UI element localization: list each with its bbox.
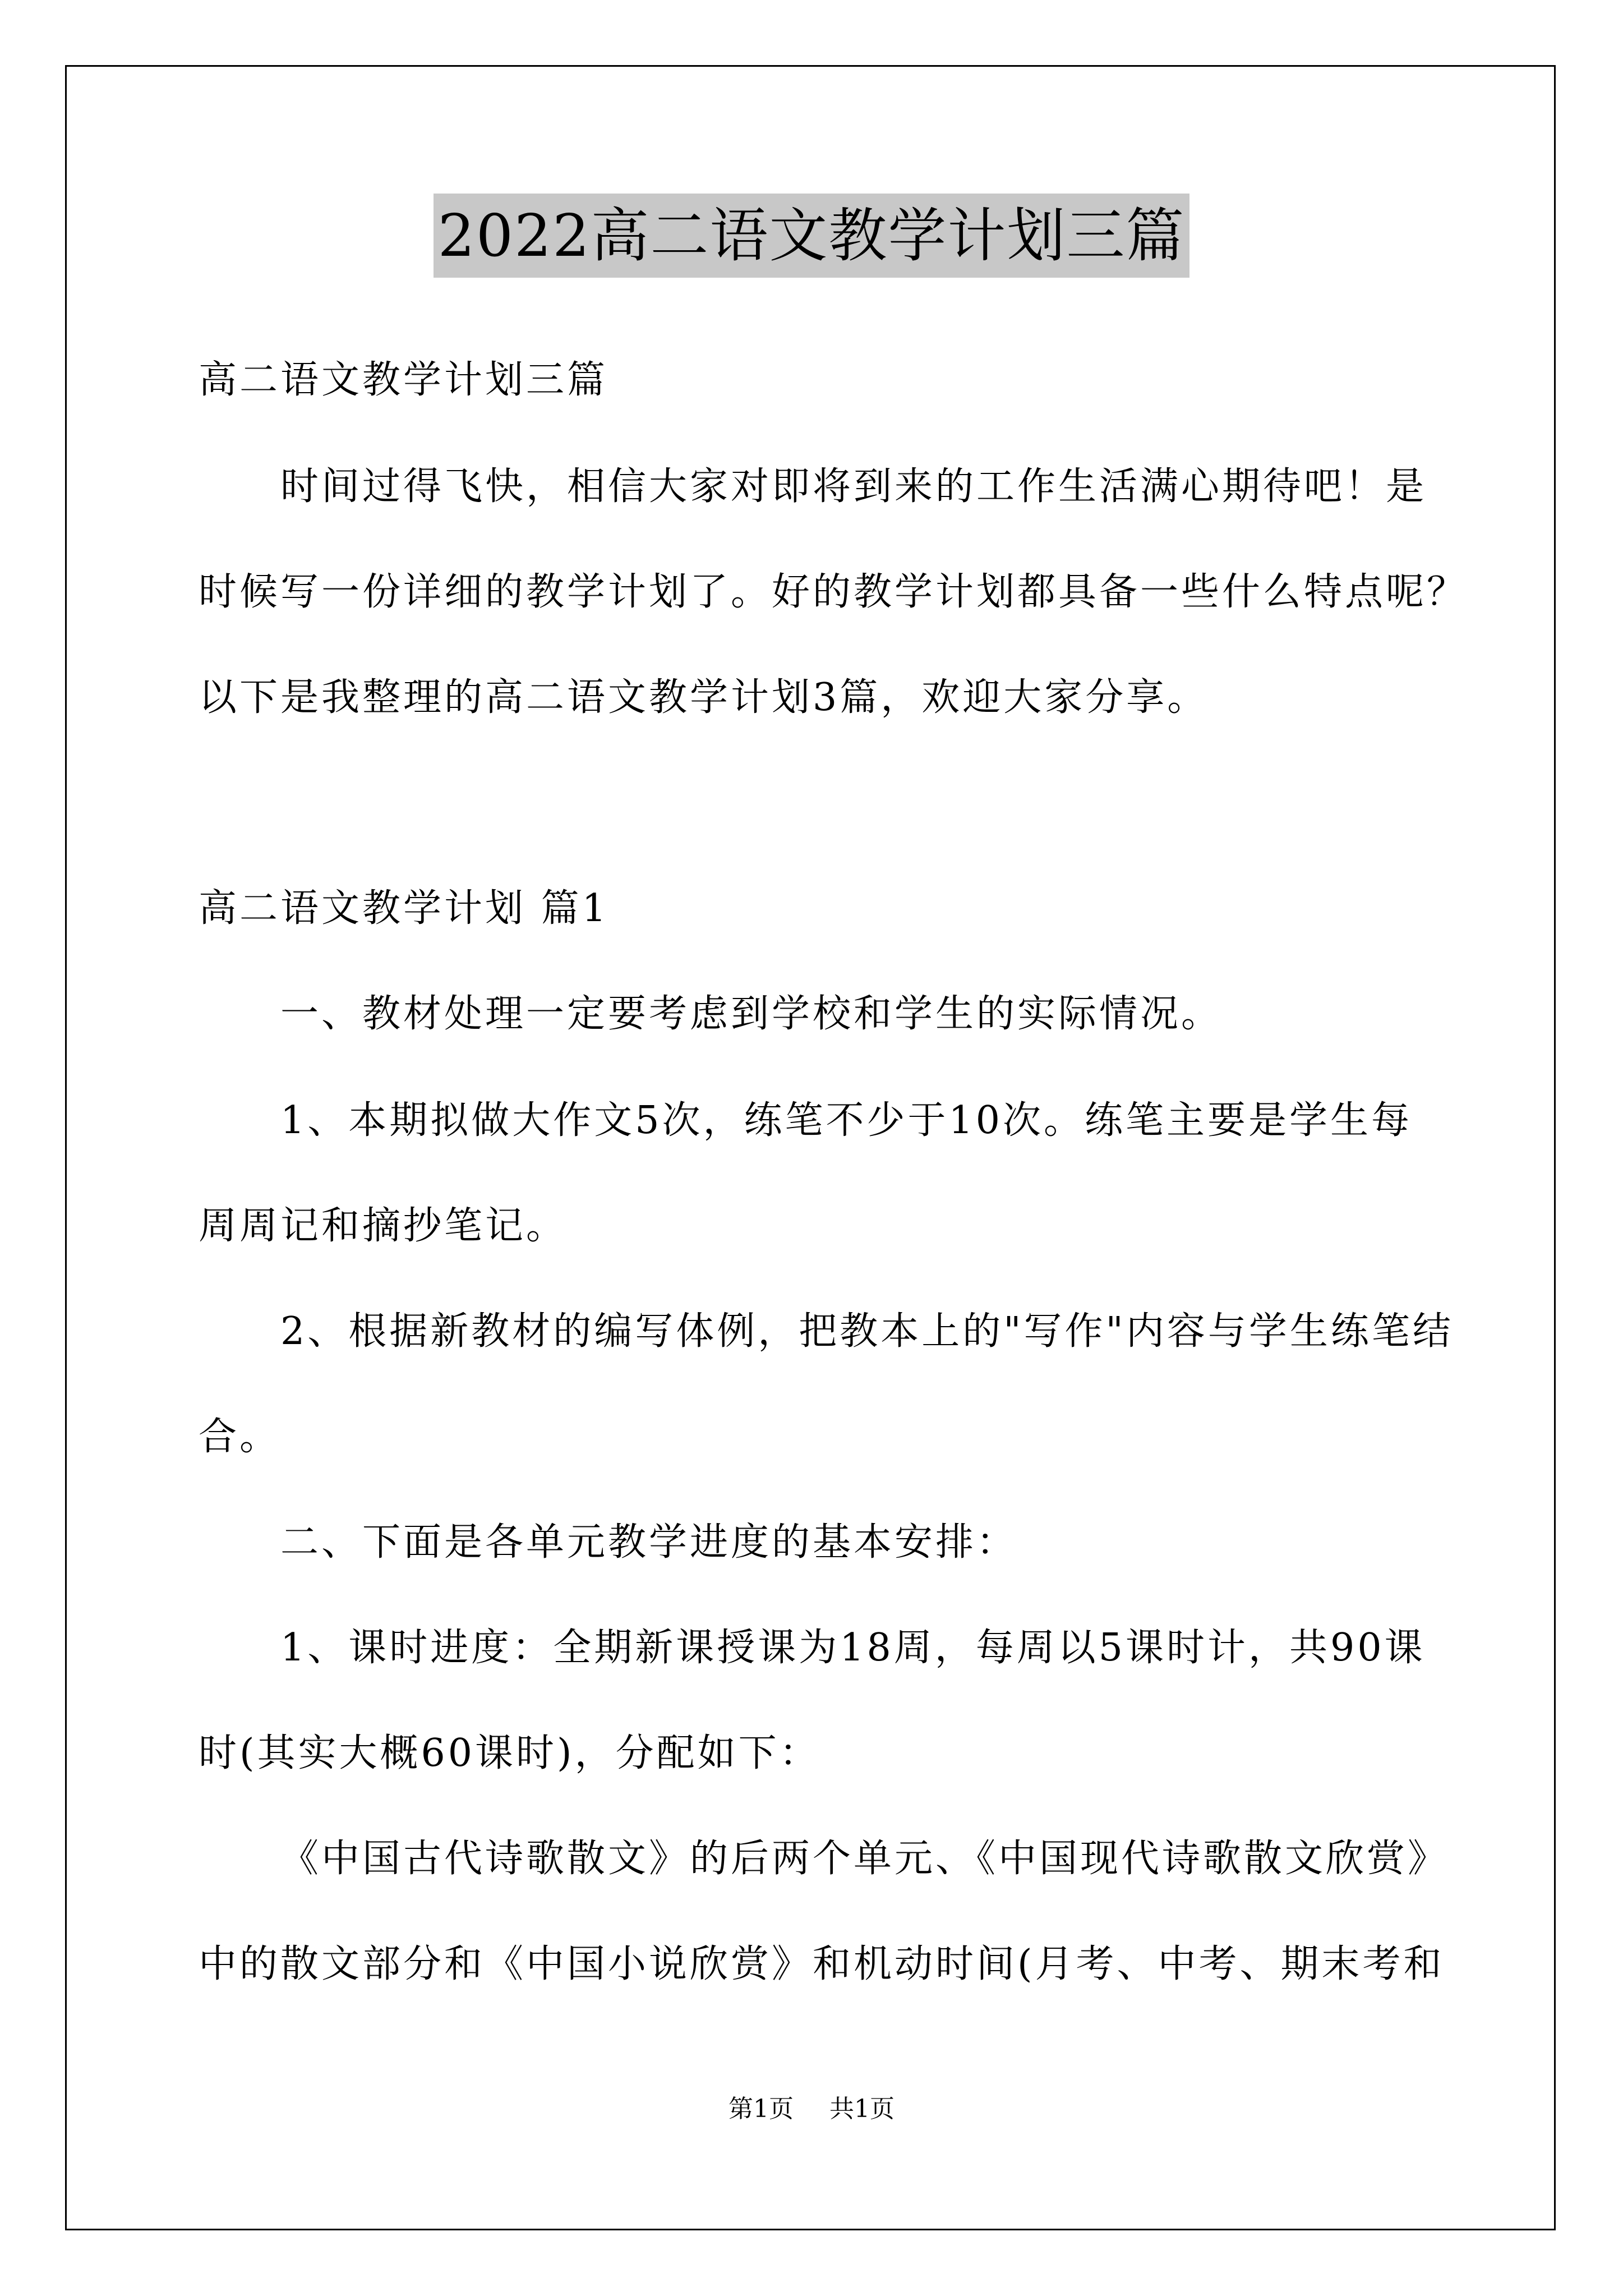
body-line: 一、教材处理一定要考虑到学校和学生的实际情况。 [280, 992, 1223, 1036]
body-line: 周周记和摘抄笔记。 [199, 1204, 568, 1248]
body-line: 时候写一份详细的教学计划了。好的教学计划都具备一些什么特点呢？ [199, 570, 1468, 614]
body-line: 二、下面是各单元教学进度的基本安排： [280, 1520, 1018, 1565]
section-heading: 高二语文教学计划三篇 [199, 358, 608, 402]
body-line: 1、本期拟做大作文5次，练笔不少于10次。练笔主要是学生每 [280, 1098, 1413, 1143]
body-line: 以下是我整理的高二语文教学计划3篇，欢迎大家分享。 [199, 675, 1209, 720]
body-line: 《中国古代诗歌散文》的后两个单元、《中国现代诗歌散文欣赏》 [280, 1837, 1449, 1881]
page-number: 第1页 [728, 2095, 794, 2123]
section-heading: 高二语文教学计划 篇1 [199, 886, 609, 931]
body-line: 合。 [199, 1415, 281, 1459]
page-total: 共1页 [829, 2095, 895, 2123]
body-line: 时间过得飞快，相信大家对即将到来的工作生活满心期待吧！是 [280, 464, 1427, 509]
title-container [0, 194, 1623, 278]
body-line: 中的散文部分和《中国小说欣赏》和机动时间(月考、中考、期末考和 [199, 1942, 1445, 1986]
page-footer [0, 2092, 1623, 2126]
body-line: 1、课时进度：全期新课授课为18周，每周以5课时计，共90课 [280, 1626, 1426, 1670]
body-line: 时(其实大概60课时)，分配如下： [199, 1731, 820, 1775]
body-line: 2、根据新教材的编写体例，把教本上的"写作"内容与学生练笔结 [280, 1309, 1454, 1354]
document-title: 2022高二语文教学计划三篇 [434, 194, 1190, 278]
